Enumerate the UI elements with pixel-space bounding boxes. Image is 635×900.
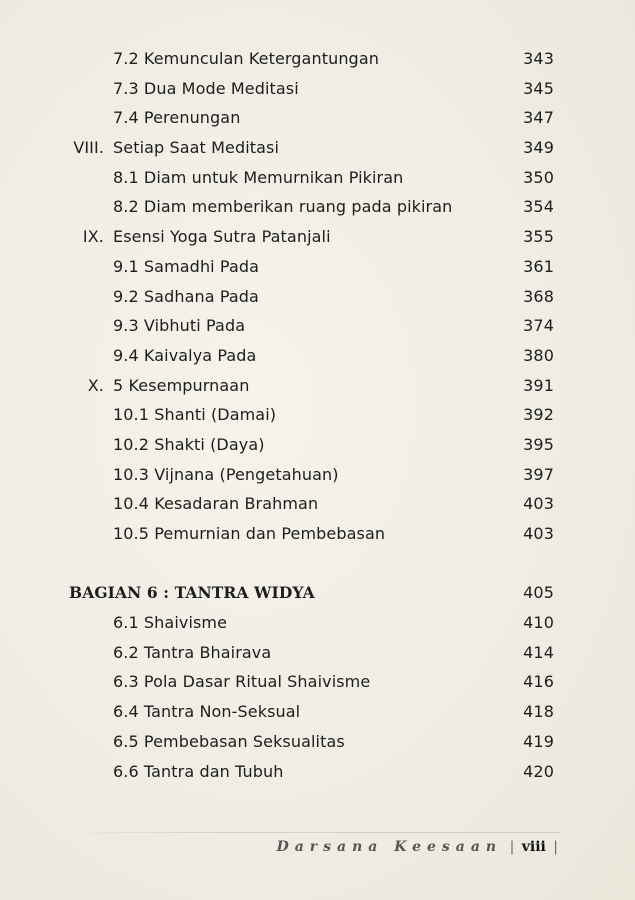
- toc-entry-title: 6.3 Pola Dasar Ritual Shaivisme: [113, 672, 371, 692]
- toc-entry-title: 7.2 Kemunculan Ketergantungan: [113, 49, 379, 68]
- section-gap: [0, 549, 635, 579]
- toc-entry[interactable]: [0, 222, 635, 252]
- toc-entry[interactable]: [0, 608, 635, 638]
- toc-entry-title: Setiap Saat Meditasi: [113, 138, 279, 158]
- toc-list-bottom: [0, 608, 635, 786]
- toc-entry-title: 9.2 Sadhana Pada: [113, 286, 259, 306]
- toc-entry-title: 10.4 Kesadaran Brahman: [113, 494, 319, 514]
- toc-entry-title: 9.1 Samadhi Pada: [113, 256, 260, 276]
- toc-entry-number: IX.: [82, 227, 104, 247]
- footer-page-number: viii: [521, 839, 546, 855]
- page-footer: [277, 835, 561, 859]
- footer-book-title: Darsana Keesaan: [276, 839, 503, 855]
- toc-entry[interactable]: [0, 460, 635, 490]
- toc-entry-page: 361: [523, 256, 554, 276]
- toc-entry[interactable]: [0, 638, 635, 668]
- toc-entry-title: 10.1 Shanti (Damai): [113, 405, 277, 425]
- toc-entry-page: 355: [523, 227, 554, 247]
- toc-entry-page: 345: [523, 78, 554, 98]
- toc-entry-title: 7.4 Perenungan: [113, 108, 241, 128]
- toc-entry-page: 420: [523, 761, 554, 781]
- footer-separator: |: [553, 839, 558, 855]
- toc-entry-page: 391: [523, 375, 554, 395]
- toc-entry-title: 6.2 Tantra Bhairava: [113, 642, 272, 662]
- toc-entry[interactable]: [0, 44, 635, 74]
- toc-entry-page: 414: [523, 642, 554, 662]
- toc-entry-number: X.: [87, 375, 104, 395]
- toc-entry[interactable]: [0, 430, 635, 460]
- toc-entry[interactable]: [0, 341, 635, 371]
- toc-entry-page: 395: [523, 434, 554, 454]
- toc-entry-page: 403: [523, 524, 554, 543]
- toc-entry-title: 6.6 Tantra dan Tubuh: [113, 761, 284, 781]
- toc-entry-title: Esensi Yoga Sutra Patanjali: [113, 227, 331, 247]
- toc-entry-page: 419: [523, 731, 554, 751]
- part-heading-title: BAGIAN 6 : TANTRA WIDYA: [69, 583, 315, 603]
- toc-entry-page: 416: [523, 672, 554, 692]
- toc-entry-title: 10.5 Pemurnian dan Pembebasan: [113, 524, 386, 543]
- toc-list-top: [0, 44, 635, 549]
- toc-entry-title: 9.3 Vibhuti Pada: [113, 316, 246, 336]
- footer-separator: |: [509, 839, 515, 855]
- toc-entry-page: 418: [523, 702, 554, 722]
- toc-entry-page: 392: [523, 405, 554, 425]
- table-of-contents: [0, 44, 635, 786]
- toc-entry-title: 6.5 Pembebasan Seksualitas: [113, 731, 345, 751]
- toc-entry[interactable]: [0, 74, 635, 104]
- toc-entry-title: 10.2 Shakti (Daya): [113, 434, 265, 454]
- toc-entry-page: 354: [523, 197, 554, 217]
- toc-entry[interactable]: [0, 163, 635, 193]
- toc-entry-title: 8.2 Diam memberikan ruang pada pikiran: [113, 197, 453, 217]
- toc-entry[interactable]: [0, 282, 635, 312]
- toc-entry[interactable]: [0, 252, 635, 282]
- toc-entry-page: 397: [523, 464, 554, 484]
- toc-entry-title: 7.3 Dua Mode Meditasi: [113, 78, 299, 98]
- toc-entry-page: 368: [523, 286, 554, 306]
- footer-divider: [62, 832, 560, 833]
- toc-part-heading[interactable]: [0, 578, 635, 608]
- toc-entry-page: 350: [523, 167, 554, 187]
- toc-entry[interactable]: [0, 727, 635, 757]
- toc-entry-title: 9.4 Kaivalya Pada: [113, 345, 257, 365]
- toc-entry-title: 8.1 Diam untuk Memurnikan Pikiran: [113, 167, 404, 187]
- toc-entry[interactable]: [0, 400, 635, 430]
- toc-entry-title: 6.4 Tantra Non-Seksual: [113, 702, 301, 722]
- toc-entry[interactable]: [0, 371, 635, 401]
- toc-entry[interactable]: [0, 519, 635, 549]
- toc-entry[interactable]: [0, 103, 635, 133]
- toc-entry-title: 10.3 Vijnana (Pengetahuan): [113, 464, 339, 484]
- toc-entry[interactable]: [0, 489, 635, 519]
- toc-entry-page: 347: [523, 108, 554, 128]
- toc-entry-title: 5 Kesempurnaan: [113, 375, 250, 395]
- toc-entry-page: 343: [523, 49, 554, 68]
- toc-entry-page: 410: [523, 613, 554, 633]
- part-heading-page: 405: [523, 583, 554, 603]
- toc-entry-number: VIII.: [73, 138, 104, 158]
- toc-entry-page: 374: [523, 316, 554, 336]
- toc-entry[interactable]: [0, 311, 635, 341]
- toc-entry-page: 403: [523, 494, 554, 514]
- toc-entry[interactable]: [0, 192, 635, 222]
- toc-entry[interactable]: [0, 757, 635, 787]
- toc-entry[interactable]: [0, 133, 635, 163]
- toc-entry-page: 380: [523, 345, 554, 365]
- toc-entry[interactable]: [0, 667, 635, 697]
- toc-entry-title: 6.1 Shaivisme: [113, 613, 228, 633]
- toc-entry[interactable]: [0, 697, 635, 727]
- toc-entry-page: 349: [523, 138, 554, 158]
